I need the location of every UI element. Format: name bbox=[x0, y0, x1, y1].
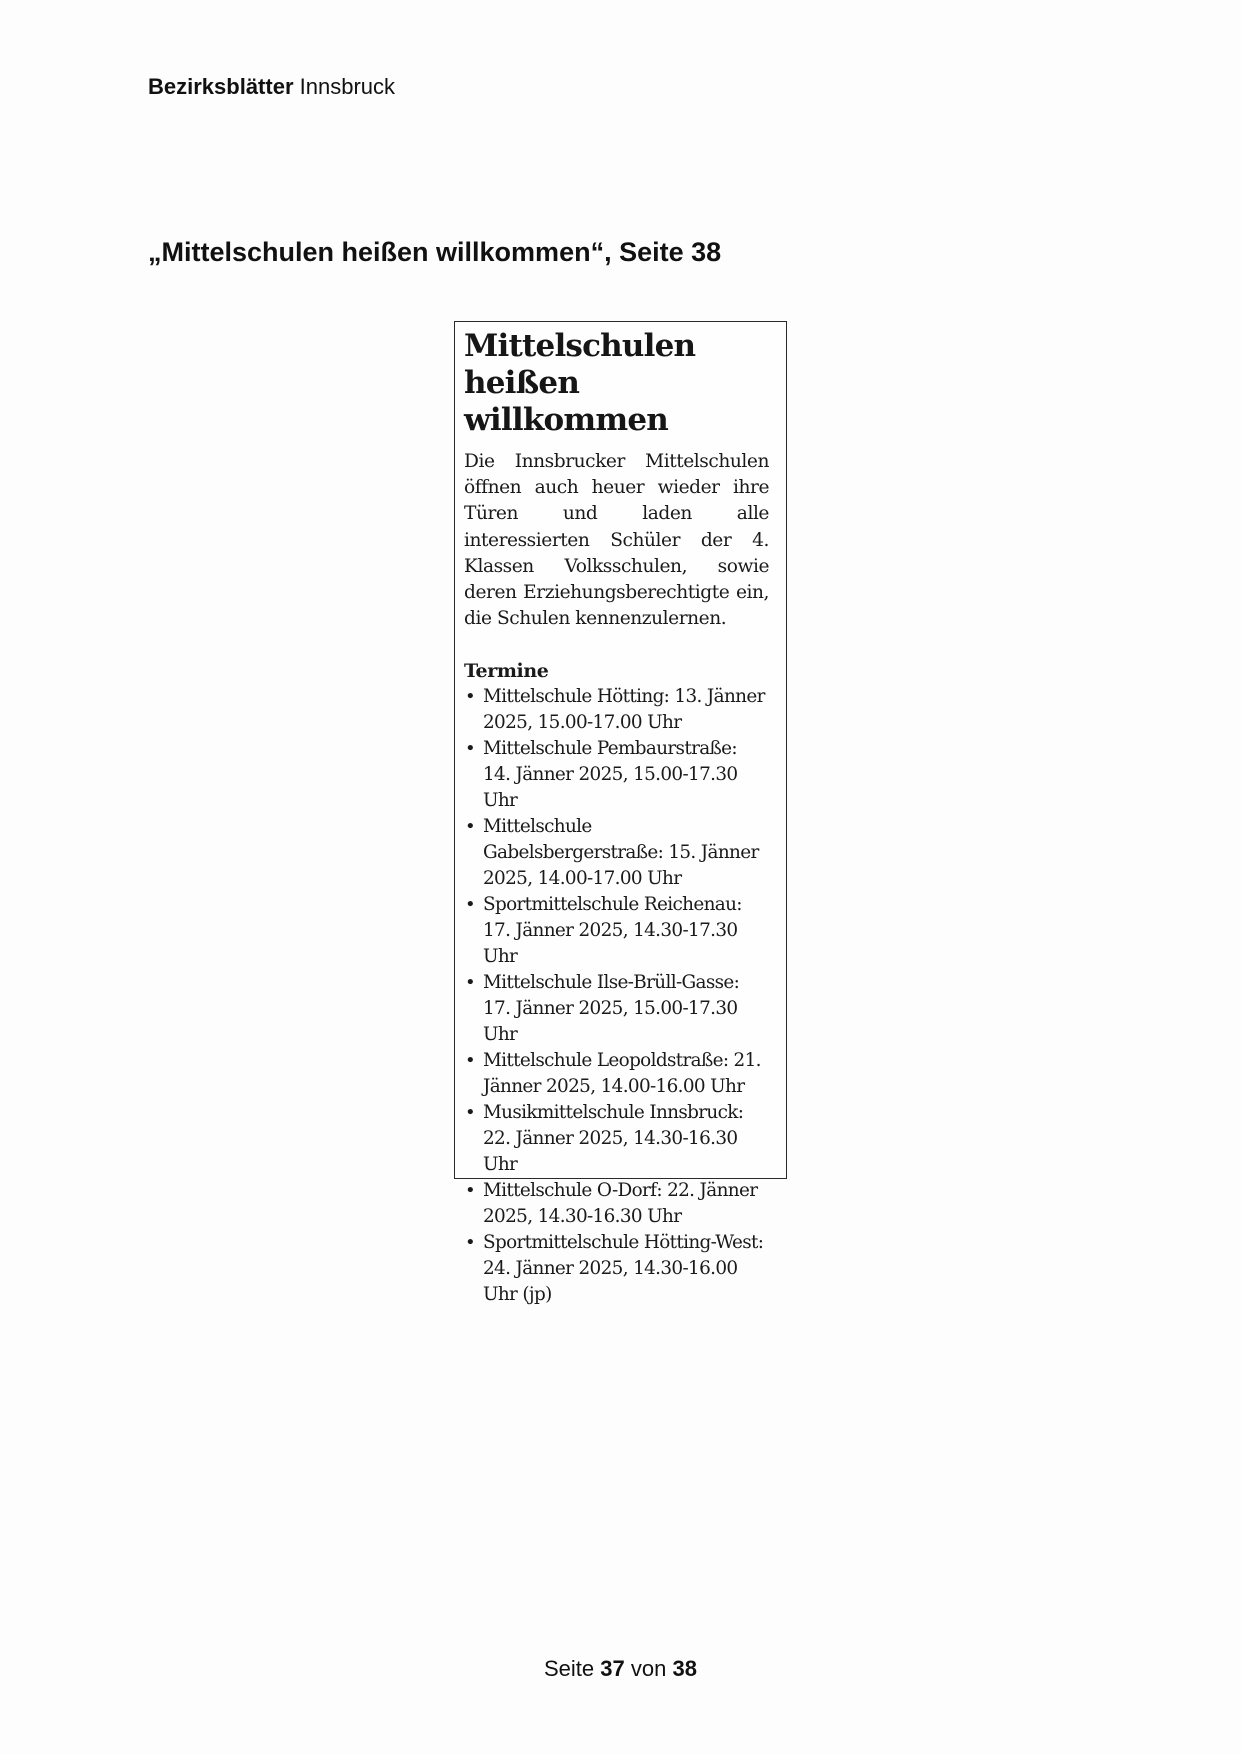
page-footer bbox=[0, 1656, 1241, 1682]
termine-item bbox=[464, 1100, 769, 1178]
termine-item bbox=[464, 892, 769, 970]
bullet-icon: • bbox=[465, 1180, 475, 1202]
termine-heading: Termine bbox=[464, 660, 549, 683]
termine-item bbox=[464, 1178, 769, 1230]
total-pages-number: 38 bbox=[672, 1656, 697, 1681]
termine-item bbox=[464, 1230, 769, 1308]
termine-text: Mittelschule Hötting: 13. Jänner 2025, 15.00-17.00 Uhr bbox=[483, 686, 765, 734]
termine-text: Mittelschule Leopoldstraße: 21. Jänner 2025, 14.00-16.00 Uhr bbox=[483, 1050, 761, 1098]
publication-name: Bezirksblätter bbox=[148, 74, 294, 99]
bullet-icon: • bbox=[465, 738, 475, 760]
page-header bbox=[148, 74, 395, 100]
termine-item bbox=[464, 814, 769, 892]
termine-text: Mittelschule Pembaurstraße: 14. Jänner 2025, 15.00-17.30 Uhr bbox=[483, 738, 738, 812]
bullet-icon: • bbox=[465, 894, 475, 916]
termine-text: Mittelschule Ilse-Brüll-Gasse: 17. Jänner 2025, 15.00-17.30 Uhr bbox=[483, 972, 740, 1046]
termine-text: Mittelschule Gabelsbergerstraße: 15. Jänner 2025, 14.00-17.00 Uhr bbox=[483, 816, 759, 890]
current-page-number: 37 bbox=[600, 1656, 625, 1681]
newspaper-clipping bbox=[454, 321, 787, 1306]
termine-text: Sportmittelschule Reichenau: 17. Jänner 2025, 14.30-17.30 Uhr bbox=[483, 894, 742, 968]
termine-item bbox=[464, 1048, 769, 1100]
termine-text: Sportmittelschule Hötting-West: 24. Jänner 2025, 14.30-16.00 Uhr (jp) bbox=[483, 1232, 764, 1306]
bullet-icon: • bbox=[465, 1050, 475, 1072]
page-label: Seite bbox=[544, 1656, 595, 1681]
termine-text: Mittelschule O-Dorf: 22. Jänner 2025, 14.30-16.30 Uhr bbox=[483, 1180, 758, 1228]
article-reference-title: „Mittelschulen heißen willkommen“, Seite 38 bbox=[148, 237, 722, 267]
bullet-icon: • bbox=[465, 1102, 475, 1124]
termine-item bbox=[464, 970, 769, 1048]
bullet-icon: • bbox=[465, 1232, 475, 1254]
region-name: Innsbruck bbox=[299, 74, 396, 99]
bullet-icon: • bbox=[465, 686, 475, 708]
termine-item bbox=[464, 736, 769, 814]
clipping-headline: Mittelschulen heißen willkommen bbox=[464, 328, 696, 438]
of-label: von bbox=[630, 1656, 667, 1681]
bullet-icon: • bbox=[465, 972, 475, 994]
clipping-lead-paragraph: Die Innsbrucker Mittelschulen öffnen auch heuer wieder ihre Türen und laden alle interessierten Schüler der 4. Klassen Volksschulen, sowie deren Erziehungsberechtigte ein, die Schulen kennenzulernen. bbox=[464, 451, 769, 630]
termine-list bbox=[464, 684, 769, 1308]
termine-item bbox=[464, 684, 769, 736]
termine-text: Musikmittelschule Innsbruck: 22. Jänner 2025, 14.30-16.30 Uhr bbox=[483, 1102, 744, 1176]
bullet-icon: • bbox=[465, 816, 475, 838]
